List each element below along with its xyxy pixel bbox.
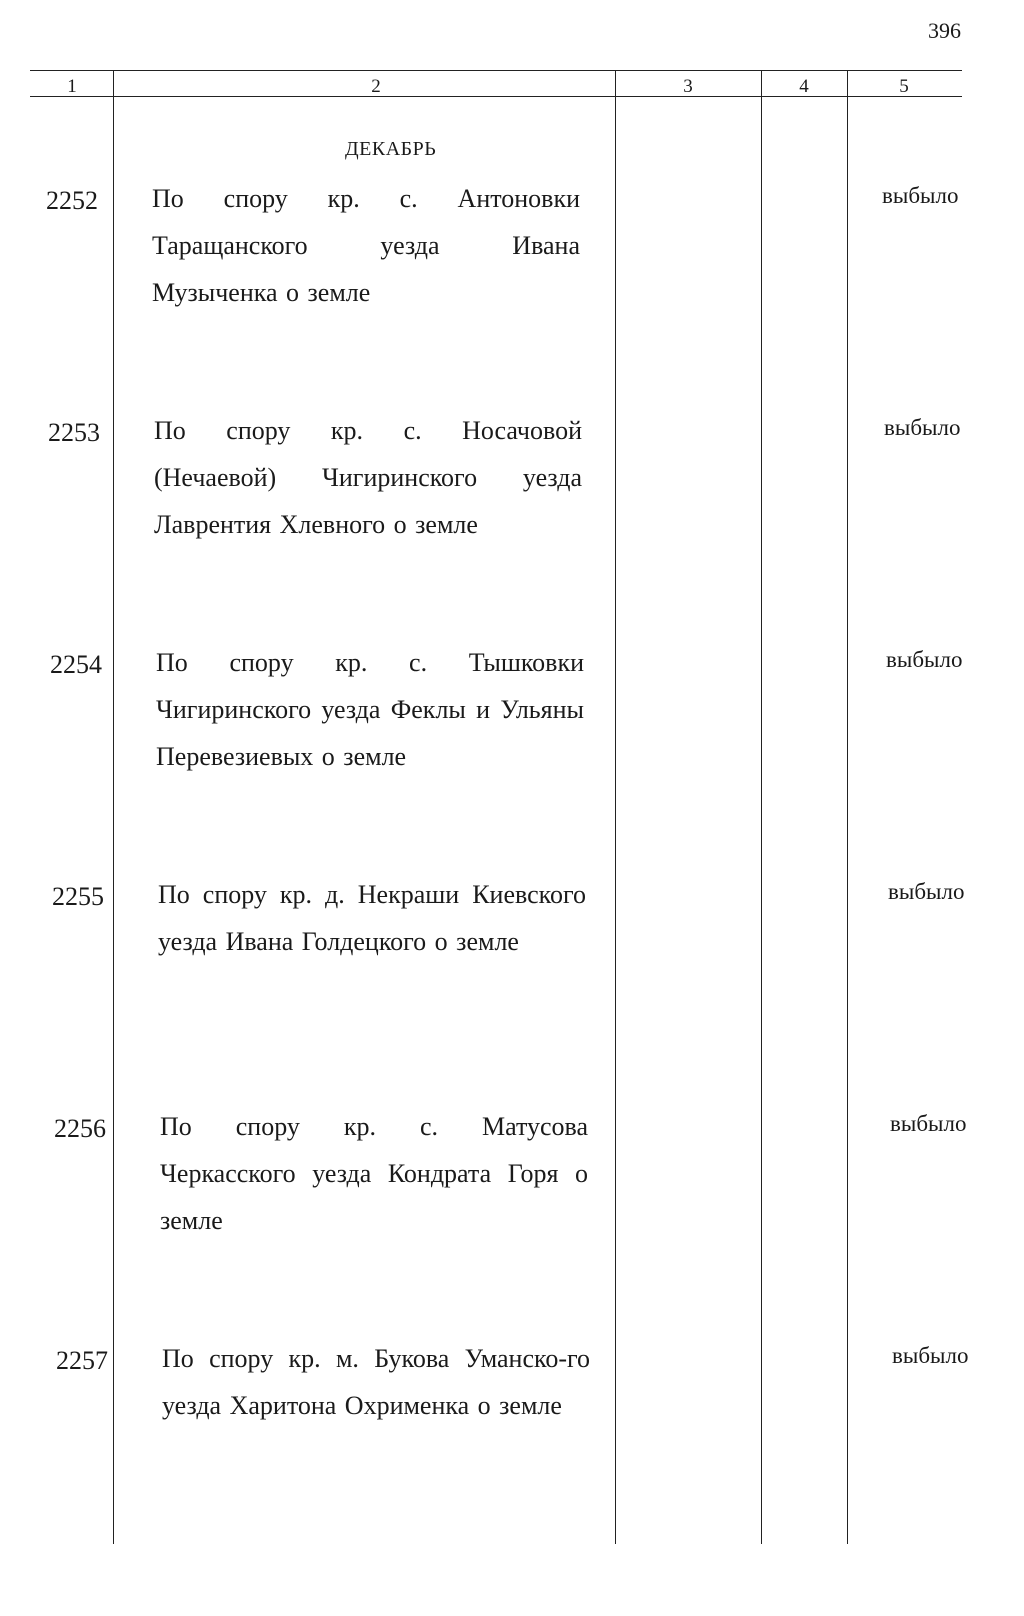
column-divider-4 xyxy=(847,70,848,1544)
row-status: выбыло xyxy=(892,1343,969,1368)
column-header-4: 4 xyxy=(799,76,809,97)
row-description: По спору кр. с. Тышковки Чигиринского уезда Феклы и Ульяны Перевезиевых о земле xyxy=(156,648,584,771)
row-status: выбыло xyxy=(884,415,961,440)
row-status: выбыло xyxy=(890,1111,967,1136)
row-description: По спору кр. с. Носачовой (Нечаевой) Чигиринского уезда Лаврентия Хлевного о земле xyxy=(154,416,582,539)
row-number: 2257 xyxy=(56,1346,108,1375)
column-divider-1 xyxy=(113,70,114,1544)
row-status: выбыло xyxy=(888,879,965,904)
column-header-5: 5 xyxy=(899,76,909,97)
month-heading: ДЕКАБРЬ xyxy=(345,138,437,160)
column-divider-3 xyxy=(761,70,762,1544)
row-description: По спору кр. д. Некраши Киевского уезда Ивана Голдецкого о земле xyxy=(158,880,586,956)
row-number: 2255 xyxy=(52,882,104,911)
row-number: 2254 xyxy=(50,650,102,679)
row-number: 2253 xyxy=(48,418,100,447)
page-number: 396 xyxy=(928,18,961,43)
row-number: 2252 xyxy=(46,186,98,215)
row-number: 2256 xyxy=(54,1114,106,1143)
row-description: По спору кр. с. Матусова Черкасского уезда Кондрата Горя о земле xyxy=(160,1112,588,1235)
row-status: выбыло xyxy=(882,183,959,208)
row-description: По спору кр. с. Антоновки Таращанского уезда Ивана Музыченка о земле xyxy=(152,184,580,307)
table-top-rule xyxy=(30,70,962,71)
column-header-1: 1 xyxy=(67,76,77,97)
column-divider-2 xyxy=(615,70,616,1544)
column-header-2: 2 xyxy=(371,76,381,97)
column-header-3: 3 xyxy=(683,76,693,97)
row-description: По спору кр. м. Букова Уманско-го уезда Харитона Охрименка о земле xyxy=(162,1344,590,1420)
row-status: выбыло xyxy=(886,647,963,672)
